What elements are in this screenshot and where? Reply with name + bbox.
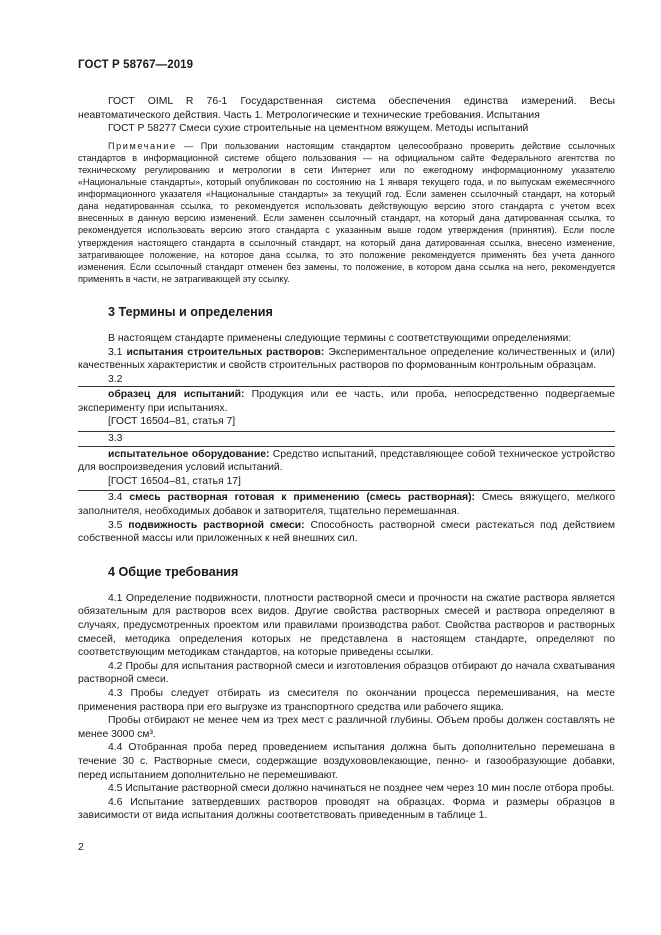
- page-header-standard-id: ГОСТ Р 58767—2019: [78, 59, 194, 71]
- section-3-title: 3 Термины и определения: [108, 304, 273, 319]
- note-paragraph: [78, 140, 615, 285]
- term-3-3-box: [78, 446, 615, 492]
- term-3-4-number: 3.4: [108, 492, 130, 504]
- term-3-4-definition: Смесь вяжущего, мелкого заполнителя, необходимых добавок и затворителя, тщательно перемешанная.: [78, 492, 615, 518]
- page-number: 2: [78, 842, 84, 853]
- term-3-2: [78, 388, 615, 415]
- clause-4-5: 4.5 Испытание растворной смеси должно начинаться не позднее чем через 10 мин после отбора пробы.: [108, 783, 615, 795]
- clause-4-6: 4.6 Испытание затвердевших растворов проводят на образцах. Форма и размеры образцов в зависимости от вида испытания должны соответствовать приведенным в таблице 1.: [78, 796, 615, 822]
- term-3-5-number: 3.5: [108, 519, 129, 531]
- reference-oiml: ГОСТ OIML R 76-1 Государственная система обеспечения единства измерений. Весы неавтоматического действия. Часть 1. Метрологические и технические требования. Испытания: [78, 96, 615, 121]
- section-4-title: 4 Общие требования: [108, 564, 239, 579]
- note-text: — При пользовании настоящим стандартом целесообразно проверить действие ссылочных стандартов в информационной системе общего пользования — на официальном сайте Федерального агентства по техническому регулированию и метрологии в сети Интернет или по ежегодному информационному указателю «Национальные стандарты», который опубликован по состоянию на 1 января текущего года, и по выпускам ежемесячного информационного указателя «Национальные стандарты» за текущий год. Если заменен ссылочный стандарт, на который дана недатированная ссылка, то рекомендуется использовать действующую версию этого стандарта с учетом всех внесенных в данную версию изменений. Если заменен ссылочный стандарт, на который дана датированная ссылка, то рекомендуется использовать версию этого стандарта с указанным выше годом утверждения (принятия). Если после утверждения настоящего стандарта в ссылочный стандарт, на который дана датированная ссылка, внесено изменение, затрагивающее положение, на которое дана ссылка, то это положение рекомендуется применять без учета данного изменения. Если ссылочный стандарт отменен без замены, то положение, в котором дана ссылка на него, рекомендуется применять в части, не затрагивающей эту ссылку.: [78, 140, 615, 284]
- term-3-5-term: подвижность растворной смеси:: [128, 519, 305, 531]
- term-3-3-definition: Средство испытаний, представляющее собой техническое устройство для воспроизведения условий испытаний.: [78, 448, 616, 474]
- term-3-4-term: смесь растворная готовая к применению (смесь растворная):: [129, 492, 475, 504]
- clause-4-2: 4.2 Пробы для испытания растворной смеси и изготовления образцов отбирают до начала схватывания растворной смеси.: [78, 660, 615, 686]
- term-3-2-box: [78, 386, 615, 432]
- term-3-3-term: испытательное оборудование:: [108, 448, 270, 460]
- document-body: [78, 95, 615, 823]
- note-label: Примечание: [108, 140, 177, 151]
- clause-4-3: 4.3 Пробы следует отбирать из смесителя по окончании процесса перемешивания, на месте применения раствора при его выгрузке из транспортного средства или рабочего ящика.: [78, 687, 615, 713]
- term-3-3-number: 3.3: [108, 433, 123, 445]
- reference-gost-58277: ГОСТ Р 58277 Смеси сухие строительные на цементном вяжущем. Методы испытаний: [108, 123, 529, 135]
- section-3-intro: В настоящем стандарте применены следующие термины с соответствующими определениями:: [108, 332, 572, 344]
- term-3-1-definition: Экспериментальное определение количественных и (или) качественных характеристик и свойств строительных растворов по формованным контрольным образцам.: [78, 346, 615, 372]
- term-3-2-source: [ГОСТ 16504–81, статья 7]: [108, 416, 236, 428]
- clause-4-4: 4.4 Отобранная проба перед проведением испытания должна быть дополнительно перемешана в течение 30 с. Растворные смеси, содержащие воздухововлекающие, пенно- и газообразующие добавки, перед испытанием дополнительно не перемешивают.: [78, 742, 615, 781]
- term-3-3: [78, 448, 615, 475]
- term-3-1: [78, 346, 615, 373]
- term-3-4: [78, 491, 615, 518]
- term-3-2-number: 3.2: [108, 373, 123, 385]
- term-3-1-term: испытания строительных растворов:: [126, 346, 325, 358]
- term-3-5: [78, 519, 615, 546]
- term-3-2-term: образец для испытаний:: [108, 389, 245, 401]
- term-3-2-definition: Продукция или ее часть, или проба, непосредственно подвергаемые эксперименту при испытаниях.: [78, 389, 615, 414]
- term-3-3-source: [ГОСТ 16504–81, статья 17]: [108, 475, 241, 487]
- clause-4-3-sampling: Пробы отбирают не менее чем из трех мест с различной глубины. Объем пробы должен составлять не менее 3000 см³.: [78, 715, 615, 740]
- term-3-5-definition: Способность растворной смеси растекаться под действием собственной массы или приложенных к ней внешних сил.: [78, 519, 615, 545]
- clause-4-1: 4.1 Определение подвижности, плотности растворной смеси и прочности на сжатие раствора является обязательным для растворов всех видов. Другие свойства растворных смесей и раствора определяют в случаях, предусмотренных проектом или правилами производства работ. Свойства растворов и растворных смесей, методика определения которых не представлена в настоящем стандарте, определяют по соответствующим методикам стандартов, на которые приведены ссылки.: [78, 592, 615, 659]
- term-3-1-number: 3.1: [108, 346, 127, 358]
